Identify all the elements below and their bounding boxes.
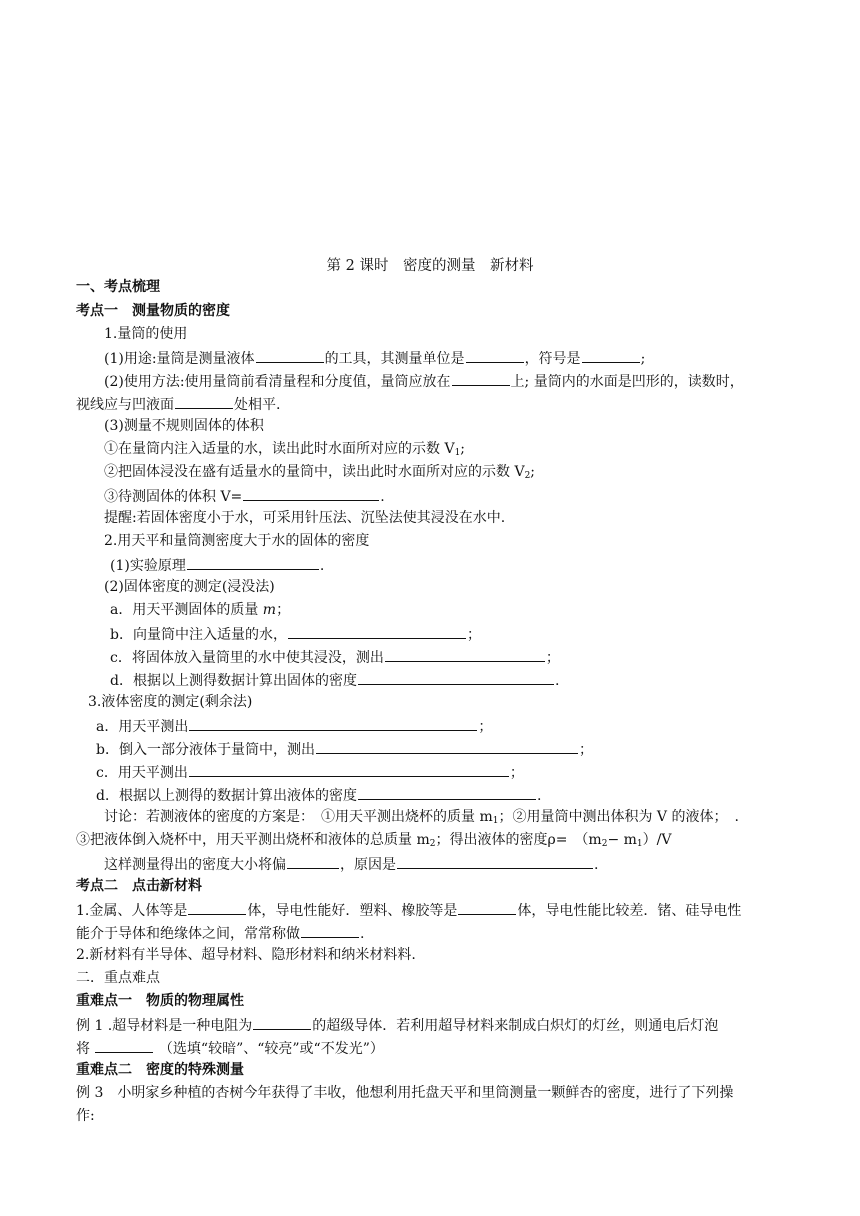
fill-blank[interactable]	[95, 1037, 153, 1053]
step-circle-1: ①在量筒内注入适量的水，读出此时水面所对应的示数 $V_1$;	[104, 441, 466, 458]
line-1-2-cont: 视线应与凹液面 处相平.	[76, 393, 790, 416]
example-3-line-1: 例 3 小明家乡种植的杏树今年获得了丰收，他想利用托盘天平和里筒测量一颗鲜杏的密度，进行了下列操	[76, 1085, 734, 1101]
example-3-line-2: 作:	[76, 1108, 95, 1124]
item-2-heading: 2.用天平和量筒测密度大于水的固体的密度	[104, 533, 370, 549]
key-point-heading-1: 重难点一 物质的物理属性	[76, 993, 244, 1009]
line-2-b: b．向量筒中注入适量的水， ；	[110, 623, 790, 646]
line-2-d: d．根据以上测得数据计算出固体的密度 .	[110, 669, 790, 692]
line-1-2: (2)使用方法:使用量筒前看清量程和分度值，量筒应放在 上; 量筒内的水面是凹形的，读数时，	[104, 370, 790, 393]
line-3-d: d．根据以上测得的数据计算出液体的密度 .	[96, 784, 790, 807]
fill-blank[interactable]	[452, 370, 510, 386]
fill-blank[interactable]	[243, 485, 379, 501]
line-3-c: c．用天平测出 ；	[96, 761, 790, 784]
key-point-heading-2: 重难点二 密度的特殊测量	[76, 1062, 244, 1078]
step-circle-2: ②把固体浸没在盛有适量水的量筒中，读出此时水面所对应的示数 $V_2$;	[104, 464, 536, 481]
line-2-c: c．将固体放入量筒里的水中使其浸没，测出 ；	[110, 646, 790, 669]
fill-blank[interactable]	[358, 669, 554, 685]
fill-blank[interactable]	[397, 853, 593, 869]
fill-blank[interactable]	[187, 554, 319, 570]
tip-line: 提醒:若固体密度小于水，可采用针压法、沉坠法使其浸没在水中.	[104, 510, 506, 526]
step-circle-3: ③待测固体的体积 V= .	[104, 485, 790, 508]
line-2-a: a．用天平测固体的质量 m；	[110, 602, 291, 618]
fill-blank[interactable]	[301, 922, 359, 938]
line-3-a: a．用天平测出 ；	[96, 715, 790, 738]
fill-blank[interactable]	[287, 853, 339, 869]
line-1-3: (3)测量不规则固体的体积	[104, 418, 264, 434]
fill-blank[interactable]	[175, 393, 233, 409]
fill-blank[interactable]	[189, 715, 477, 731]
new-material-line-1-cont: 能介于导体和绝缘体之间，常常称做 .	[76, 922, 790, 945]
fill-blank[interactable]	[458, 899, 516, 915]
fill-blank[interactable]	[189, 761, 509, 777]
fill-blank[interactable]	[288, 623, 466, 639]
new-material-line-1: 1.金属、人体等是 体，导电性能好．塑料、橡胶等是 体，导电性能比较差．锗、硅导电性	[76, 899, 790, 922]
fill-blank[interactable]	[466, 347, 524, 363]
line-2-1: (1)实验原理 .	[110, 554, 790, 577]
new-material-line-2: 2.新材料有半导体、超导材料、隐形材料和纳米材料料.	[76, 947, 416, 963]
discussion-line-1: 讨论：若测液体的密度的方案是： ①用天平测出烧杯的质量 $m_1$；②用量筒中测出体积为 V 的液体； .	[104, 809, 739, 826]
example-1-line-2: 将 （选填“较暗”、“较亮”或“不发光”）	[76, 1037, 790, 1060]
line-1-1: (1)用途:量筒是测量液体 的工具，其测量单位是 ，符号是 ;	[104, 347, 790, 370]
page-title: 第 2 课时 密度的测量 新材料	[326, 258, 534, 274]
example-1-line-1: 例 1 .超导材料是一种电阻为 的超级导体．若利用超导材料来制成白炽灯的灯丝，则通电后灯泡	[76, 1014, 790, 1037]
line-2-2: (2)固体密度的测定(浸没法)	[104, 579, 275, 595]
discussion-line-2: ③把液体倒入烧杯中，用天平测出烧杯和液体的总质量 $m_2$；得出液体的密度ρ= $(m_2- m_1)/V$	[76, 832, 672, 849]
fill-blank[interactable]	[316, 738, 578, 754]
item-3-heading: 3.液体密度的测定(剩余法)	[88, 694, 253, 710]
line-3-b: b．倒入一部分液体于量筒中，测出 ；	[96, 738, 790, 761]
fill-blank[interactable]	[253, 1014, 311, 1030]
fill-blank[interactable]	[385, 646, 545, 662]
topic-heading-2: 考点二 点击新材料	[76, 878, 202, 894]
discussion-line-3: 这样测量得出的密度大小将偏 ，原因是 .	[104, 853, 790, 876]
section-heading-1: 一、考点梳理	[76, 279, 160, 295]
item-1-heading: 1.量筒的使用	[104, 326, 188, 342]
fill-blank[interactable]	[358, 784, 536, 800]
topic-heading-1: 考点一 测量物质的密度	[76, 303, 230, 319]
fill-blank[interactable]	[582, 347, 640, 363]
fill-blank[interactable]	[188, 899, 246, 915]
section-heading-2: 二．重点难点	[76, 970, 160, 986]
fill-blank[interactable]	[256, 347, 324, 363]
